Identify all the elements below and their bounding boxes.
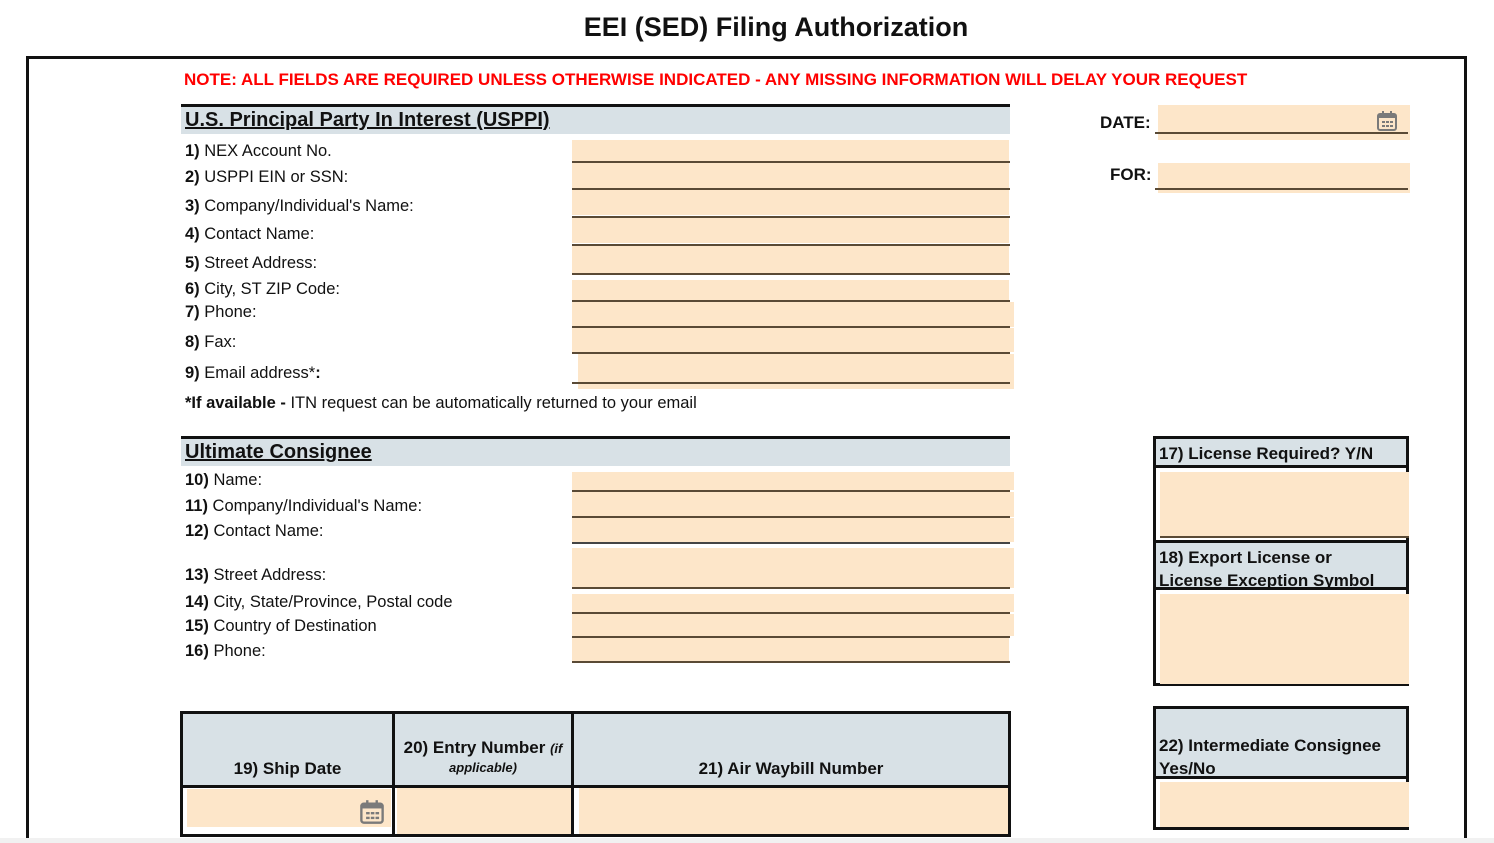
input-export-license[interactable] — [1160, 594, 1409, 684]
calendar-icon[interactable] — [358, 799, 386, 825]
usppi-section-header — [181, 104, 1010, 134]
input-usppi-ein[interactable] — [572, 163, 1009, 188]
required-fields-note: NOTE: ALL FIELDS ARE REQUIRED UNLESS OTHERWISE INDICATED - ANY MISSING INFORMATION WILL DELAY YOUR REQUEST — [184, 70, 1248, 89]
field-label-consignee-city: 14) City, State/Province, Postal code — [185, 593, 453, 611]
date-label: DATE: — [1100, 113, 1151, 132]
input-contact-name[interactable] — [572, 218, 1009, 243]
license-box — [1153, 436, 1409, 686]
divider — [392, 714, 395, 834]
field-label-contact-name: 4) Contact Name: — [185, 225, 315, 243]
field-label-nex-account: 1) NEX Account No. — [185, 142, 332, 160]
input-consignee-phone[interactable] — [572, 638, 1009, 662]
entry-number-header: 20) Entry Number (if applicable) — [395, 714, 571, 785]
input-consignee-contact[interactable] — [572, 518, 1014, 542]
input-air-waybill[interactable] — [579, 788, 1008, 834]
input-consignee-company[interactable] — [572, 492, 1014, 517]
usppi-heading: U.S. Principal Party In Interest (USPPI) — [185, 109, 550, 131]
shipment-table — [180, 711, 1011, 837]
underline — [572, 661, 1010, 663]
field-label-phone: 7) Phone: — [185, 303, 257, 321]
field-label-usppi-ein: 2) USPPI EIN or SSN: — [185, 168, 349, 186]
field-label-consignee-company: 11) Company/Individual's Name: — [185, 497, 423, 515]
input-license-required[interactable] — [1160, 472, 1409, 538]
date-underline — [1155, 132, 1408, 134]
input-country-destination[interactable] — [572, 614, 1014, 636]
page-bottom-edge — [0, 838, 1494, 843]
air-waybill-header: 21) Air Waybill Number — [574, 714, 1008, 785]
field-label-email: 9) Email address*: — [185, 364, 321, 382]
field-label-street-address: 5) Street Address: — [185, 254, 318, 272]
consignee-heading: Ultimate Consignee — [185, 441, 372, 463]
field-label-consignee-street: 13) Street Address: — [185, 566, 327, 584]
field-label-city-st-zip: 6) City, ST ZIP Code: — [185, 280, 340, 298]
field-label-country-destination: 15) Country of Destination — [185, 617, 377, 635]
calendar-icon[interactable] — [1376, 110, 1398, 132]
for-label: FOR: — [1110, 165, 1152, 184]
input-city-st-zip[interactable] — [572, 280, 1009, 300]
license-required-header: 17) License Required? Y/N — [1156, 439, 1406, 468]
input-company-name[interactable] — [572, 190, 1009, 215]
divider — [571, 714, 574, 834]
export-license-header: 18) Export License or License Exception Symbol — [1156, 540, 1406, 590]
input-phone[interactable] — [572, 302, 1014, 327]
underline — [572, 382, 1010, 384]
underline — [572, 587, 1010, 589]
input-nex-account[interactable] — [572, 140, 1009, 161]
ship-date-header: 19) Ship Date — [183, 714, 392, 785]
for-underline — [1155, 188, 1408, 190]
input-street-address[interactable] — [572, 246, 1009, 273]
input-consignee-name[interactable] — [572, 472, 1014, 490]
input-fax[interactable] — [572, 328, 1014, 352]
underline — [572, 273, 1010, 275]
consignee-section-header — [181, 436, 1010, 466]
input-intermediate-consignee[interactable] — [1160, 782, 1409, 827]
field-label-consignee-phone: 16) Phone: — [185, 642, 266, 660]
intermediate-consignee-header: 22) Intermediate Consignee Yes/No — [1156, 709, 1406, 779]
input-consignee-street[interactable] — [572, 548, 1014, 588]
intermediate-consignee-box — [1153, 706, 1409, 830]
date-field[interactable] — [1158, 105, 1410, 140]
page-title: EEI (SED) Filing Authorization — [583, 12, 969, 42]
underline — [572, 542, 1010, 544]
field-label-company-name: 3) Company/Individual's Name: — [185, 197, 414, 215]
field-label-fax: 8) Fax: — [185, 333, 237, 351]
email-footnote: *If available - ITN request can be automatically returned to your email — [185, 394, 697, 412]
field-label-consignee-contact: 12) Contact Name: — [185, 522, 324, 540]
field-label-consignee-name: 10) Name: — [185, 471, 263, 489]
input-consignee-city[interactable] — [572, 594, 1014, 612]
input-entry-number[interactable] — [397, 788, 571, 834]
